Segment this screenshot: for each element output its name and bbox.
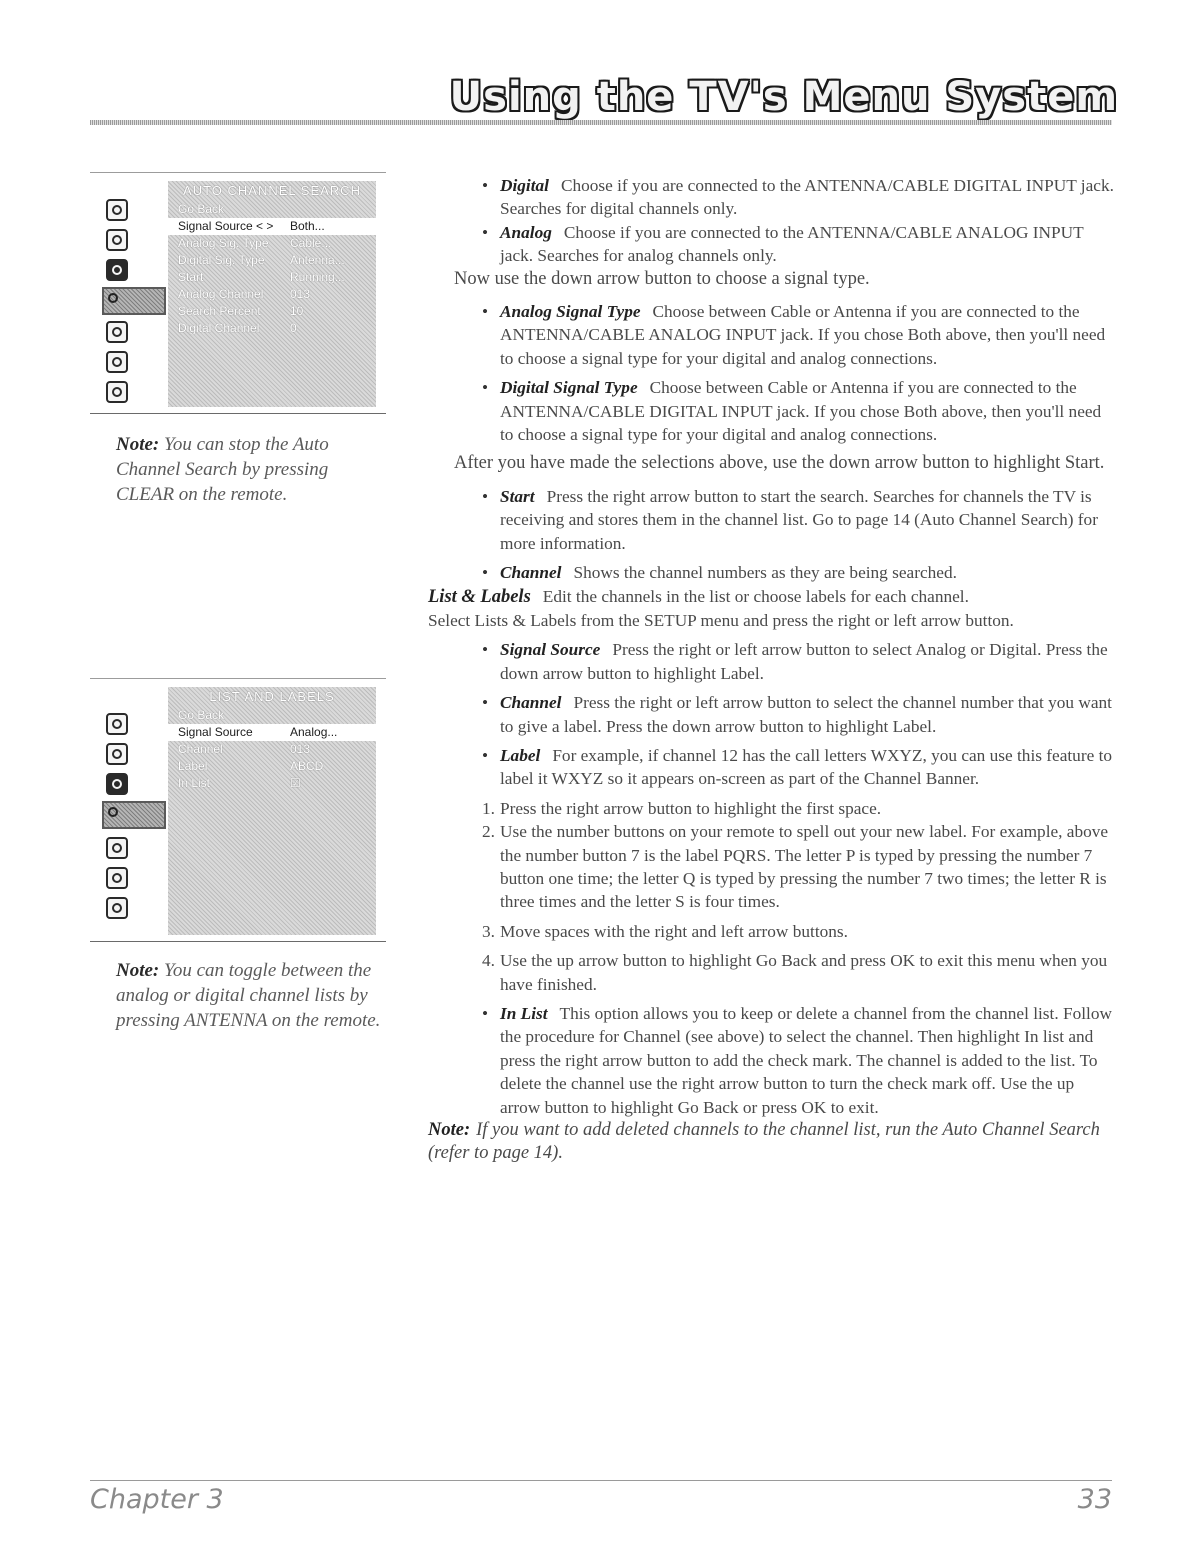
- paragraph-after-selections: After you have made the selections above, use the down arrow button to highlight Start.: [454, 453, 1105, 474]
- speaker-icon: [106, 259, 128, 281]
- section-text: Edit the channels in the list or choose labels for each channel.: [542, 586, 969, 606]
- step-text: Use the up arrow button to highlight Go Back and press OK to exit this menu when you have finished.: [500, 951, 1108, 994]
- paragraph-down-arrow: Now use the down arrow button to choose a signal type.: [454, 268, 870, 289]
- menu-row: [168, 303, 376, 320]
- bullet-text: Press the right or left arrow button to select the channel number that you want to give a label. Press the down arrow button to highlight Label.: [500, 693, 1112, 736]
- step-number: 4.: [482, 951, 495, 971]
- menu-row: [168, 758, 376, 775]
- step-4: [482, 949, 1114, 996]
- step-number: 2.: [482, 822, 495, 842]
- menu-row-value: 013: [290, 287, 311, 301]
- pen-icon: [106, 743, 128, 765]
- side-note-2: [116, 958, 386, 1033]
- bullet-term: Analog: [500, 222, 552, 242]
- bullet-digital-signal-type: [482, 376, 1114, 446]
- menu-panel: [168, 687, 376, 935]
- menu-row-value: Running...: [290, 270, 345, 284]
- disc-icon: [106, 199, 128, 221]
- bullet-term: Channel: [500, 563, 562, 583]
- menu-row-label: Analog Channel: [178, 287, 264, 301]
- title-rule: [90, 120, 1112, 125]
- calendar-icon: [106, 351, 128, 373]
- menu-row-value: 013: [290, 742, 311, 756]
- menu-icon-column: [90, 173, 168, 413]
- menu-row-value: 10: [290, 304, 304, 318]
- bullet-text: Choose between Cable or Antenna if you are connected to the ANTENNA/CABLE DIGITAL INPUT jack. If you chose Both above, then you'll need to choose a signal type for your digital and analog connections.: [500, 378, 1102, 445]
- menu-row-label: Search Percent: [178, 304, 261, 318]
- bullet-term: In List: [500, 1004, 548, 1023]
- chapter-label: Chapter 3: [90, 1484, 224, 1515]
- bullet-term: Digital Signal Type: [500, 378, 638, 398]
- bullet-term: Analog Signal Type: [500, 302, 641, 322]
- bullet-text: Choose if you are connected to the ANTENNA/CABLE DIGITAL INPUT jack. Searches for digital channels only.: [500, 176, 1114, 219]
- menu-row-label: Channel: [178, 742, 223, 756]
- paragraph-select: Select Lists & Labels from the SETUP menu and press the right or left arrow button.: [428, 610, 1014, 630]
- menu-row: [168, 218, 376, 235]
- main-content: [428, 174, 1114, 1166]
- note-text: You can toggle between the analog or digital channel lists by pressing ANTENNA on the remote.: [116, 960, 381, 1031]
- note-label: Note:: [116, 434, 160, 455]
- clock-icon: [106, 837, 128, 859]
- pen-icon: [106, 229, 128, 251]
- menu-row-label: Start: [178, 270, 204, 284]
- checkbox-checked-icon: ☑: [290, 776, 301, 790]
- note-text: You can stop the Auto Channel Search by pressing CLEAR on the remote.: [116, 434, 329, 505]
- page-title: Using the TV's Menu System: [449, 74, 1118, 120]
- bullet-text: Press the right or left arrow button to select Analog or Digital. Press the down arrow button to highlight Label.: [500, 640, 1108, 683]
- list-and-labels-menu: [90, 678, 386, 942]
- bullet-channel: [482, 691, 1114, 738]
- bullet-text: This option allows you to keep or delete a channel from the channel list. Follow the procedure for Channel (see above) to select the channel. Then highlight In list and press the right arrow button to add the check mark. The channel is added to the list. To delete the channel use the right arrow button to turn the check mark off. Use the up arrow button to highlight Go Back or press OK to exit.: [500, 1004, 1112, 1117]
- step-text: Press the right arrow button to highlight the first space.: [500, 798, 882, 818]
- note-text: If you want to add deleted channels to the channel list, run the Auto Channel Search (refer to page 14).: [428, 1120, 1100, 1164]
- page-number: 33: [1077, 1484, 1112, 1515]
- menu-title: LIST AND LABELS: [209, 689, 335, 704]
- bullet-signal-source: [482, 638, 1114, 685]
- step-number: 3.: [482, 921, 495, 941]
- menu-row-value: 0: [290, 321, 297, 335]
- menu-row-label: Signal Source < >: [178, 219, 274, 233]
- menu-go-back: Go Back: [178, 202, 225, 216]
- menu-row: [168, 724, 376, 741]
- menu-title: AUTO CHANNEL SEARCH: [183, 183, 361, 198]
- bullet-term: Label: [500, 745, 541, 765]
- step-text: Use the number buttons on your remote to spell out your new label. For example, above the number button 7 is the label PQRS. The letter P is typed by pressing the number 7 button one time; the letter Q is typed by pressing the number 7 two times; the letter R is three times and the letter S is four times.: [500, 822, 1109, 912]
- menu-row-label: In List: [178, 776, 211, 790]
- section-heading: List & Labels: [428, 586, 531, 607]
- menu-row-label: Digital Channel: [178, 321, 260, 335]
- bullet-term: Signal Source: [500, 640, 601, 660]
- step-1: [482, 797, 1114, 820]
- menu-row: [168, 741, 376, 758]
- bullet-label: [482, 744, 1114, 791]
- step-2: [482, 820, 1114, 914]
- setup-icon: [102, 287, 166, 315]
- menu-row: [168, 269, 376, 286]
- bullet-text: Shows the channel numbers as they are being searched.: [573, 563, 957, 583]
- bullet-term: Channel: [500, 693, 562, 713]
- final-note: [428, 1119, 1114, 1166]
- note-label: Note:: [116, 960, 160, 981]
- menu-row: [168, 252, 376, 269]
- auto-channel-search-menu: [90, 172, 386, 414]
- heading-list-labels: [428, 585, 1114, 609]
- bullet-term: Digital: [500, 176, 549, 195]
- bullet-text: Press the right arrow button to start the search. Searches for channels the TV is receiving and stores them in the channel list. Go to page 14 (Auto Channel Search) for more information.: [500, 486, 1098, 553]
- menu-row: [168, 286, 376, 303]
- setup-icon: [102, 801, 166, 829]
- step-text: Move spaces with the right and left arrow buttons.: [500, 921, 848, 941]
- bullet-channel: [482, 561, 1114, 584]
- side-note-1: [116, 432, 386, 507]
- menu-row: [168, 775, 376, 792]
- bullet-term: Start: [500, 486, 535, 506]
- calendar-icon: [106, 867, 128, 889]
- menu-row-value: Antenna...: [290, 253, 345, 267]
- menu-row-label: Digital Sig. Type: [178, 253, 265, 267]
- edit-icon: [106, 381, 128, 403]
- footer-rule: [90, 1480, 1112, 1481]
- bullet-start: [482, 485, 1114, 555]
- menu-row-label: Analog Sig. Type: [178, 236, 269, 250]
- bullet-text: For example, if channel 12 has the call letters WXYZ, you can use this feature to label it WXYZ so it appears on-screen as part of the Channel Banner.: [500, 745, 1113, 789]
- bullet-text: Choose between Cable or Antenna if you are connected to the ANTENNA/CABLE ANALOG INPUT jack. If you chose Both above, then you'll need to choose a signal type for your digital and analog connections.: [500, 302, 1106, 368]
- step-number: 1.: [482, 798, 495, 818]
- menu-icon-column: [90, 679, 168, 941]
- bullet-analog: [482, 221, 1114, 268]
- edit-icon: [106, 897, 128, 919]
- menu-panel: [168, 181, 376, 407]
- speaker-icon: [106, 773, 128, 795]
- note-label: Note:: [428, 1120, 471, 1141]
- disc-icon: [106, 713, 128, 735]
- menu-row-value: Both...: [290, 219, 325, 233]
- menu-row-value: ABCD: [290, 759, 324, 773]
- menu-row-label: Label: [178, 759, 208, 773]
- menu-row-value: Analog...: [290, 725, 338, 739]
- menu-row-label: Signal Source: [178, 725, 253, 739]
- bullet-text: Choose if you are connected to the ANTENNA/CABLE ANALOG INPUT jack. Searches for analog channels only.: [500, 222, 1084, 266]
- menu-row: [168, 235, 376, 252]
- bullet-digital: [482, 174, 1114, 221]
- bullet-in-list: [482, 1002, 1114, 1119]
- menu-row: [168, 320, 376, 337]
- bullet-analog-signal-type: [482, 300, 1114, 370]
- menu-row-value: Cable...: [290, 236, 332, 250]
- clock-icon: [106, 321, 128, 343]
- menu-go-back: Go Back: [178, 708, 225, 722]
- step-3: [482, 920, 1114, 943]
